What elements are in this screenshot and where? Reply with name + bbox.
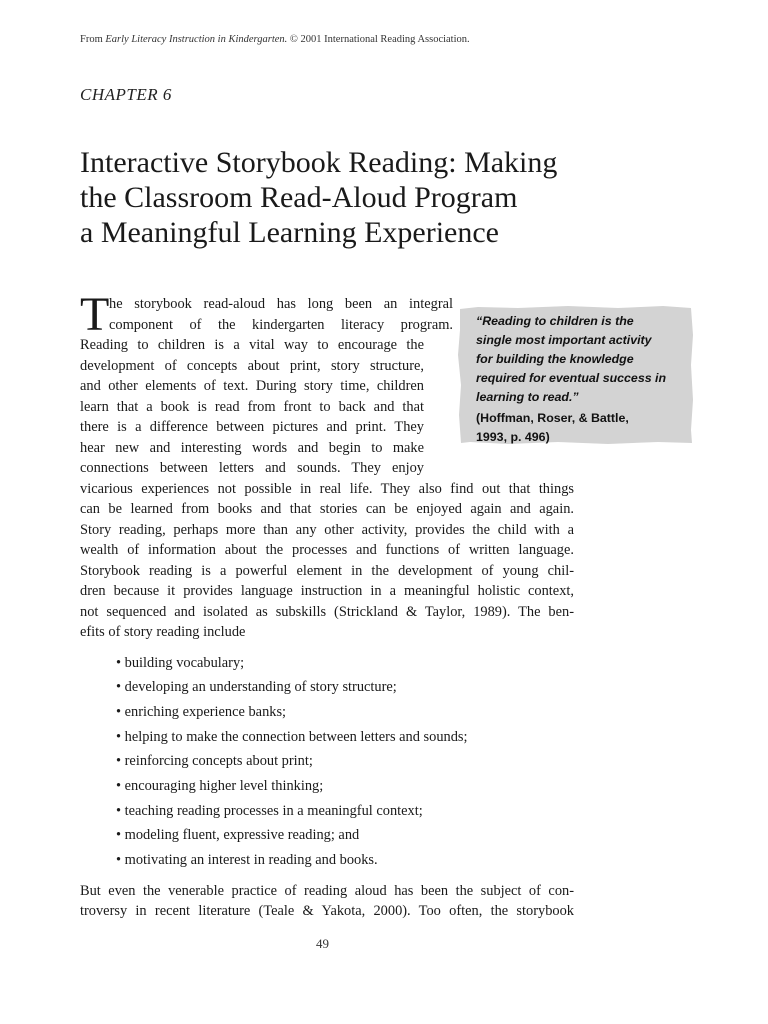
source-copyright: © 2001 International Reading Association. bbox=[287, 34, 470, 45]
paragraph-line: and other elements of text. During story time, children bbox=[80, 378, 424, 394]
paragraph-line: not sequenced and isolated as subskills (Strickland & Taylor, 1989). The ben- bbox=[80, 603, 574, 620]
citation-line: 1993, p. 496) bbox=[476, 430, 550, 444]
paragraph-line: development of concepts about print, story structure, bbox=[80, 357, 424, 374]
paragraph-line: Story reading, perhaps more than any other activity, provides the child with a bbox=[80, 521, 574, 538]
pull-quote-line: learning to read.” bbox=[476, 390, 579, 404]
chapter-title-line-1: Interactive Storybook Reading: Making bbox=[80, 146, 558, 179]
paragraph-line: Storybook reading is a powerful element in the development of young chil- bbox=[80, 562, 574, 579]
source-book-title: Early Literacy Instruction in Kindergarten. bbox=[105, 34, 288, 45]
page-number: 49 bbox=[316, 936, 329, 951]
paragraph-line: connections between letters and sounds. They enjoy bbox=[80, 460, 424, 476]
list-item: • teaching reading processes in a meaningful context; bbox=[116, 802, 423, 819]
list-item: • encouraging higher level thinking; bbox=[116, 777, 324, 794]
paragraph-line: vicarious experiences not possible in real life. They also find out that things bbox=[80, 480, 574, 497]
closing-paragraph bbox=[80, 881, 574, 922]
list-item: • developing an understanding of story structure; bbox=[116, 679, 397, 696]
paragraph-line: hear new and interesting words and begin to make bbox=[80, 439, 424, 456]
paragraph-line: Reading to children is a vital way to encourage the bbox=[80, 337, 424, 353]
list-item: • reinforcing concepts about print; bbox=[116, 753, 313, 770]
chapter-label: CHAPTER 6 bbox=[80, 85, 172, 104]
chapter-title-line-3: a Meaningful Learning Experience bbox=[80, 216, 499, 249]
body-text bbox=[80, 288, 574, 922]
pull-quote-line: “Reading to children is the bbox=[476, 314, 634, 328]
list-item: • modeling fluent, expressive reading; and bbox=[116, 827, 360, 844]
paragraph-line: troversy in recent literature (Teale & Yakota, 2000). Too often, the storybook bbox=[80, 903, 574, 920]
benefits-list bbox=[80, 651, 574, 873]
paragraph-line: learn that a book is read from front to back and that bbox=[80, 398, 424, 415]
pull-quote-line: single most important activity bbox=[476, 333, 652, 347]
chapter-title bbox=[80, 145, 680, 250]
paragraph-line: component of the kindergarten literacy program. bbox=[109, 316, 453, 333]
paragraph-line: wealth of information about the processes and functions of written language. bbox=[80, 542, 574, 558]
pull-quote-line: required for eventual success in bbox=[476, 371, 667, 385]
paragraph-line: efits of story reading include bbox=[80, 624, 246, 640]
paragraph-line: can be learned from books and that stories can be enjoyed again and again. bbox=[80, 501, 574, 517]
list-item: • building vocabulary; bbox=[116, 654, 245, 671]
paragraph-line: he storybook read-aloud has long been an integral bbox=[109, 296, 453, 312]
citation-line: (Hoffman, Roser, & Battle, bbox=[476, 411, 629, 425]
source-line bbox=[80, 34, 470, 45]
source-prefix: From bbox=[80, 34, 106, 45]
paragraph-line: But even the venerable practice of reading aloud has been the subject of con- bbox=[80, 882, 574, 899]
paragraph-line: dren because it provides language instruction in a meaningful holistic context, bbox=[80, 583, 574, 599]
list-item: • motivating an interest in reading and books. bbox=[116, 852, 378, 868]
list-item: • enriching experience banks; bbox=[116, 703, 287, 720]
chapter-title-line-2: the Classroom Read-Aloud Program bbox=[80, 181, 518, 214]
drop-cap: T bbox=[80, 288, 110, 341]
list-item: • helping to make the connection between letters and sounds; bbox=[116, 728, 468, 745]
paragraph-line: there is a difference between pictures and print. They bbox=[80, 419, 424, 435]
pull-quote-line: for building the knowledge bbox=[476, 352, 634, 366]
